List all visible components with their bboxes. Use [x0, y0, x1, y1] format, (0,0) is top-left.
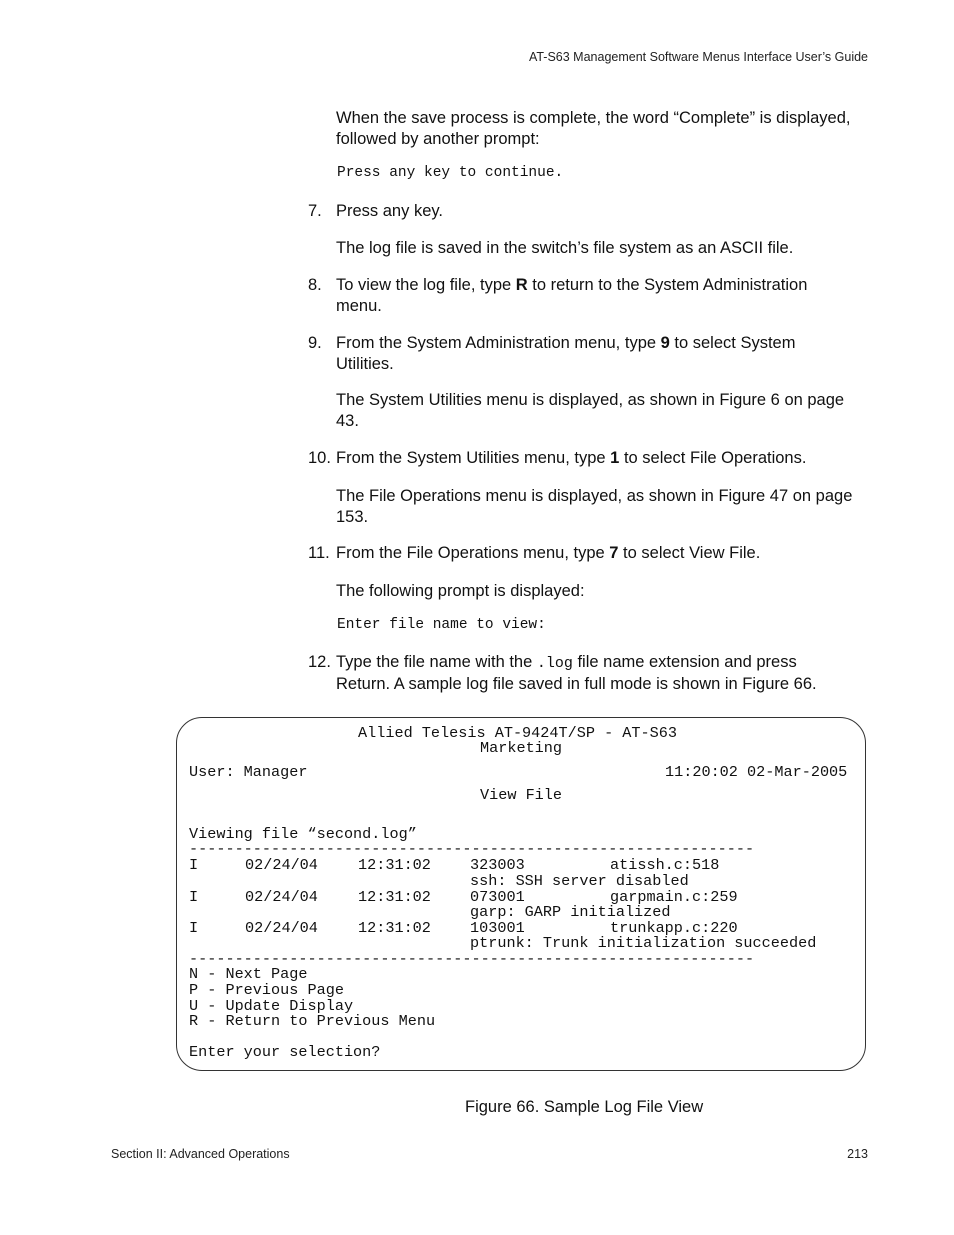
log-row-3-time: 12:31:02	[358, 919, 431, 937]
step-7-text: Press any key.	[336, 202, 443, 220]
log-row-1-file: atissh.c:518	[610, 856, 720, 874]
terminal-divider-top: --------------------------------------------------------------	[189, 841, 755, 857]
figure-caption: Figure 66. Sample Log File View	[465, 1098, 704, 1116]
step-9-text: From the System Administration menu, type 9 to select System Utilities.	[336, 334, 796, 373]
menu-next-page: N - Next Page	[189, 965, 308, 983]
log-row-2-message: garp: GARP initialized	[470, 903, 671, 921]
log-row-3-code: 103001	[470, 919, 525, 937]
log-row-1-code: 323003	[470, 856, 525, 874]
paragraph-log-saved: The log file is saved in the switch’s file system as an ASCII file.	[336, 239, 794, 257]
log-row-1-time: 12:31:02	[358, 856, 431, 874]
log-row-1-message: ssh: SSH server disabled	[470, 872, 689, 890]
key-7: 7	[609, 544, 619, 562]
paragraph-system-utilities: The System Utilities menu is displayed, as shown in Figure 6 on page 43.	[336, 391, 845, 430]
terminal-viewing-file: Viewing file “second.log”	[189, 825, 417, 843]
log-row-3-message: ptrunk: Trunk initialization succeeded	[470, 934, 817, 952]
log-row-1-severity: I	[189, 856, 199, 874]
footer-section: Section II: Advanced Operations	[111, 1147, 290, 1161]
paragraph-file-operations: The File Operations menu is displayed, as shown in Figure 47 on page 153.	[336, 487, 853, 526]
step-11-text: From the File Operations menu, type 7 to select View File.	[336, 544, 761, 562]
log-row-2-severity: I	[189, 888, 199, 906]
key-r: R	[515, 276, 528, 294]
menu-return-previous: R - Return to Previous Menu	[189, 1012, 436, 1030]
paragraph-following-prompt: The following prompt is displayed:	[336, 582, 585, 600]
terminal-selection-prompt: Enter your selection?	[189, 1043, 381, 1061]
terminal-divider-bottom: --------------------------------------------------------------	[189, 951, 755, 967]
log-row-3-file: trunkapp.c:220	[610, 919, 738, 937]
step-7-number: 7.	[308, 202, 322, 220]
step-12-number: 12.	[308, 653, 331, 671]
log-row-2-date: 02/24/04	[245, 888, 318, 906]
step-8-text: To view the log file, type R to return to the System Administration menu.	[336, 276, 808, 315]
log-row-2-time: 12:31:02	[358, 888, 431, 906]
step-8-number: 8.	[308, 276, 322, 294]
menu-update-display: U - Update Display	[189, 997, 354, 1015]
log-row-1-date: 02/24/04	[245, 856, 318, 874]
step-9-number: 9.	[308, 334, 322, 352]
terminal-screen-title: View File	[480, 786, 563, 804]
menu-previous-page: P - Previous Page	[189, 981, 344, 999]
paragraph-save-complete: When the save process is complete, the word “Complete” is displayed, followed by another prompt:	[336, 109, 851, 148]
log-row-2-code: 073001	[470, 888, 525, 906]
step-10-number: 10.	[308, 449, 331, 467]
log-row-3-severity: I	[189, 919, 199, 937]
terminal-user: User: Manager	[189, 763, 308, 781]
log-row-3-date: 02/24/04	[245, 919, 318, 937]
step-11-number: 11.	[308, 544, 330, 562]
step-10-text: From the System Utilities menu, type 1 to select File Operations.	[336, 449, 807, 467]
key-1: 1	[610, 449, 620, 467]
footer-page-number: 213	[847, 1147, 868, 1161]
running-header: AT-S63 Management Software Menus Interface User’s Guide	[528, 50, 868, 64]
code-log-extension: .log	[536, 655, 573, 672]
step-12-text: Type the file name with the .log file name extension and press Return. A sample log file saved in full mode is shown in Figure 66.	[336, 653, 817, 693]
key-9: 9	[660, 334, 670, 352]
terminal-title: Allied Telesis AT-9424T/SP - AT-S63	[358, 724, 677, 742]
log-row-2-file: garpmain.c:259	[610, 888, 738, 906]
code-press-any-key: Press any key to continue.	[337, 165, 564, 181]
terminal-datetime: 11:20:02 02-Mar-2005	[665, 763, 848, 781]
terminal-subtitle: Marketing	[480, 739, 563, 757]
code-enter-file-name: Enter file name to view:	[337, 617, 546, 633]
